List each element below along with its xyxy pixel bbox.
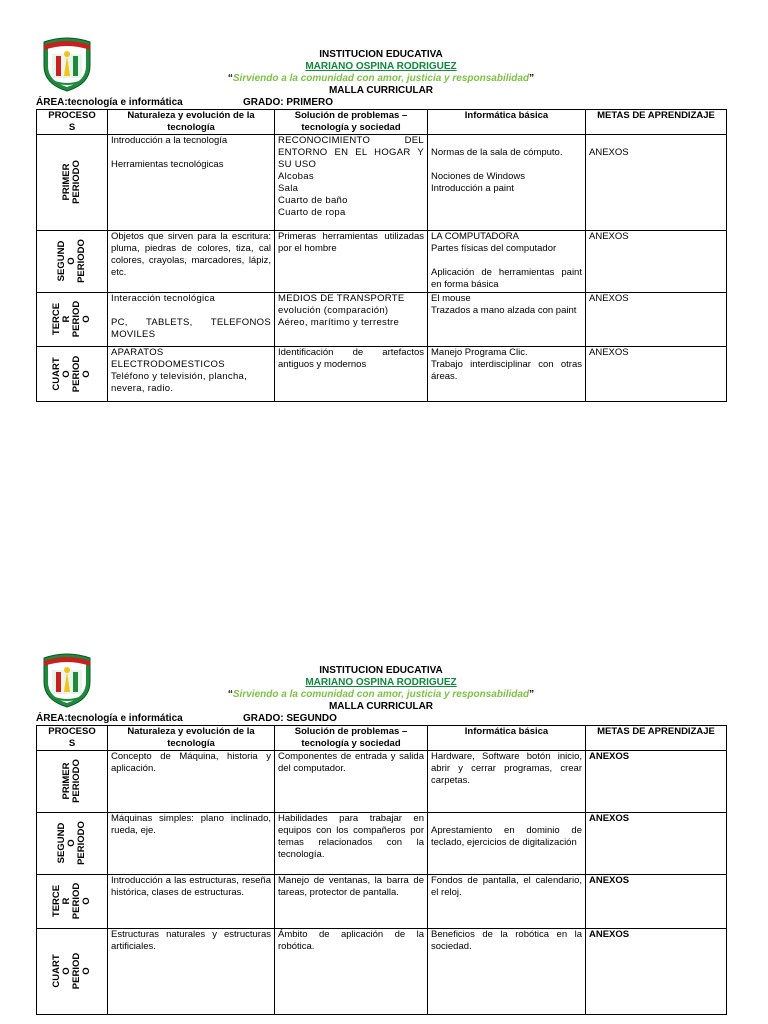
curriculum-title: MALLA CURRICULAR [328, 85, 434, 96]
informatica-cell: Hardware, Software botón inicio, abrir y cerrar programas, crear carpetas. [428, 751, 586, 813]
institution-title: INSTITUCION EDUCATIVA [319, 665, 443, 676]
table-row [37, 135, 727, 231]
school-crest-logo-icon [40, 652, 94, 708]
school-name: MARIANO OSPINA RODRIGUEZ [305, 61, 457, 72]
solucion-cell: Manejo de ventanas, la barra de tareas, protector de pantalla. [275, 875, 428, 929]
period-cell: PRIMER PERIODO [37, 751, 108, 813]
metas-cell: ANEXOS [586, 875, 727, 929]
naturaleza-cell: Interacción tecnológica PC, TABLETS, TELEFONOS MOVILES [108, 293, 275, 347]
metas-cell: ANEXOS [586, 231, 727, 293]
table-row [37, 813, 727, 875]
header-solucion: Solución de problemas – tecnología y sociedad [275, 110, 428, 135]
informatica-cell: Beneficios de la robótica en la sociedad. [428, 929, 586, 1015]
solucion-cell: Primeras herramientas utilizadas por el hombre [275, 231, 428, 293]
header-naturaleza: Naturaleza y evolución de la tecnología [108, 726, 275, 751]
header-procesos: PROCESO S [37, 110, 108, 135]
naturaleza-cell: Introducción a la tecnología Herramientas tecnológicas [108, 135, 275, 231]
naturaleza-cell: Objetos que sirven para la escritura: pluma, piedras de colores, tiza, cal colores, crayolas, marcadores, lápiz, etc. [108, 231, 275, 293]
grade-label: GRADO: SEGUNDO [243, 713, 337, 724]
school-name: MARIANO OSPINA RODRIGUEZ [305, 677, 457, 688]
naturaleza-cell: Estructuras naturales y estructuras artificiales. [108, 929, 275, 1015]
informatica-cell: Manejo Programa Clic. Trabajo interdisciplinar con otras áreas. [428, 347, 586, 402]
metas-cell: ANEXOS [586, 135, 727, 231]
metas-cell: ANEXOS [586, 813, 727, 875]
table-row [37, 347, 727, 402]
table-row [37, 875, 727, 929]
header-naturaleza: Naturaleza y evolución de la tecnología [108, 110, 275, 135]
solucion-cell: MEDIOS DE TRANSPORTE evolución (comparación) Aéreo, marítimo y terrestre [275, 293, 428, 347]
period-cell: SEGUND O PERIODO [37, 813, 108, 875]
solucion-cell: RECONOCIMIENTO DEL ENTORNO EN EL HOGAR Y SU USO Alcobas Sala Cuarto de baño Cuarto de ropa [275, 135, 428, 231]
naturaleza-cell: Concepto de Máquina, historia y aplicación. [108, 751, 275, 813]
period-cell: CUART O PERIOD O [37, 347, 108, 402]
period-cell: PRIMER PERIODO [37, 135, 108, 231]
table-row [37, 929, 727, 1015]
table-row [37, 231, 727, 293]
metas-cell: ANEXOS [586, 751, 727, 813]
header-procesos: PROCESO S [37, 726, 108, 751]
school-crest-logo-icon [40, 36, 94, 92]
period-cell: SEGUND O PERIODO [37, 231, 108, 293]
header-informatica: Informática básica [428, 726, 586, 751]
grade-label: GRADO: PRIMERO [243, 97, 333, 108]
school-motto: “Sirviendo a la comunidad con amor, justicia y responsabilidad” [227, 73, 535, 84]
metas-cell: ANEXOS [586, 347, 727, 402]
informatica-cell: El mouse Trazados a mano alzada con paint [428, 293, 586, 347]
area-label: ÁREA:tecnología e informática [36, 97, 183, 108]
informatica-cell: LA COMPUTADORA Partes físicas del computador Aplicación de herramientas paint en forma básica [428, 231, 586, 293]
metas-cell: ANEXOS [586, 293, 727, 347]
table-header-row [37, 726, 727, 751]
curriculum-title: MALLA CURRICULAR [328, 701, 434, 712]
period-cell: TERCE R PERIOD O [37, 293, 108, 347]
table-row [37, 751, 727, 813]
solucion-cell: Habilidades para trabajar en equipos con los compañeros por temas relacionados con la tecnología. [275, 813, 428, 875]
curriculum-table [36, 725, 727, 1015]
naturaleza-cell: Máquinas simples: plano inclinado, rueda, eje. [108, 813, 275, 875]
header-metas: METAS DE APRENDIZAJE [586, 110, 727, 135]
period-cell: TERCE R PERIOD O [37, 875, 108, 929]
table-row [37, 293, 727, 347]
header-metas: METAS DE APRENDIZAJE [586, 726, 727, 751]
area-label: ÁREA:tecnología e informática [36, 713, 183, 724]
informatica-cell: Aprestamiento en dominio de teclado, ejercicios de digitalización [428, 813, 586, 875]
solucion-cell: Identificación de artefactos antiguos y modernos [275, 347, 428, 402]
school-motto: “Sirviendo a la comunidad con amor, justicia y responsabilidad” [227, 689, 535, 700]
period-cell: CUART O PERIOD O [37, 929, 108, 1015]
informatica-cell: Normas de la sala de cómputo. Nociones de Windows Introducción a paint [428, 135, 586, 231]
naturaleza-cell: Introducción a las estructuras, reseña histórica, clases de estructuras. [108, 875, 275, 929]
table-header-row [37, 110, 727, 135]
header-solucion: Solución de problemas – tecnología y sociedad [275, 726, 428, 751]
curriculum-section-grade-1 [36, 36, 726, 402]
curriculum-section-grade-2 [36, 652, 726, 1015]
institution-title: INSTITUCION EDUCATIVA [319, 49, 443, 60]
solucion-cell: Ámbito de aplicación de la robótica. [275, 929, 428, 1015]
naturaleza-cell: APARATOS ELECTRODOMESTICOS Teléfono y televisión, plancha, nevera, radio. [108, 347, 275, 402]
informatica-cell: Fondos de pantalla, el calendario, el reloj. [428, 875, 586, 929]
curriculum-table [36, 109, 727, 402]
header-informatica: Informática básica [428, 110, 586, 135]
solucion-cell: Componentes de entrada y salida del computador. [275, 751, 428, 813]
metas-cell: ANEXOS [586, 929, 727, 1015]
